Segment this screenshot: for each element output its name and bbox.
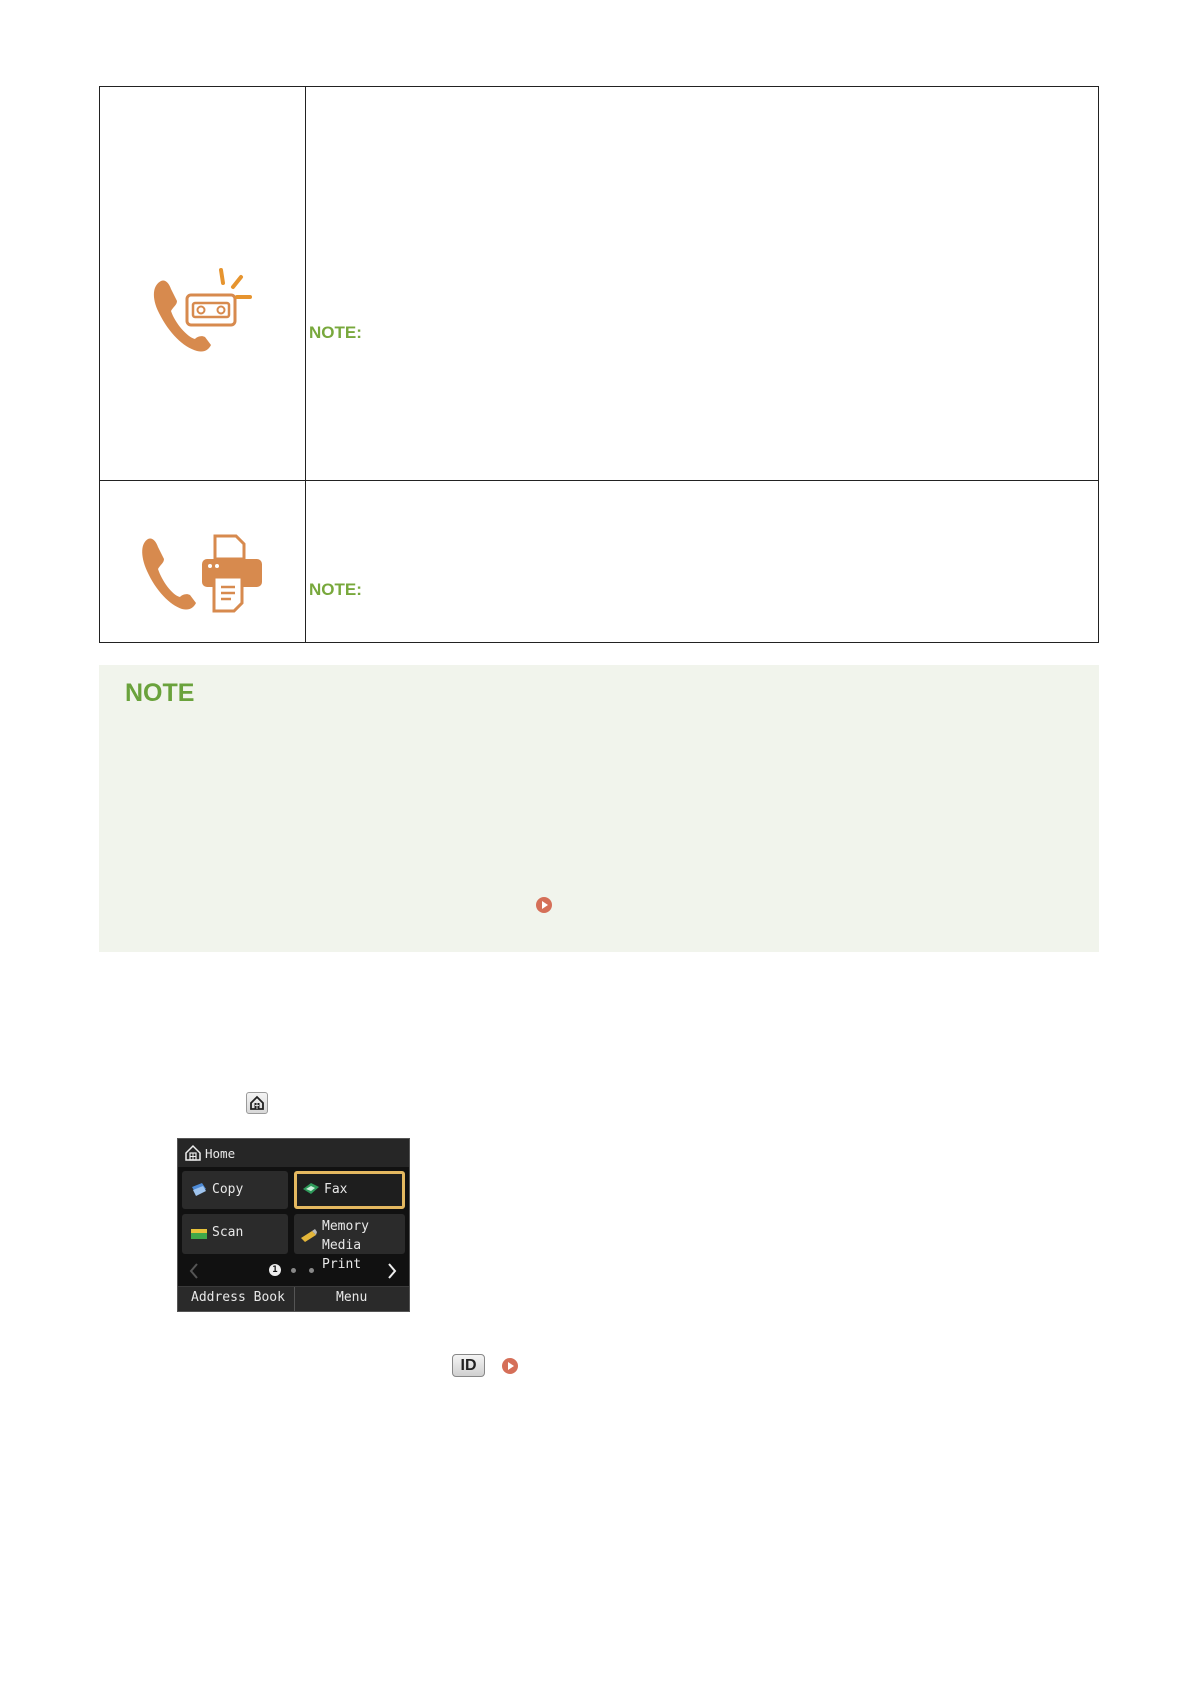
home-icon <box>184 1144 202 1162</box>
menu-button[interactable]: Menu <box>336 1290 368 1305</box>
phone-fax-icon <box>138 533 268 615</box>
phone-answering-machine-icon <box>147 267 257 357</box>
description-cell <box>306 87 1098 480</box>
screen-footer <box>178 1286 409 1311</box>
address-book-button[interactable]: Address Book <box>191 1290 285 1305</box>
fax-icon <box>302 1181 320 1197</box>
scan-icon <box>190 1226 208 1242</box>
chevron-left-icon[interactable] <box>188 1262 200 1280</box>
table-row <box>100 87 1098 481</box>
note-title: NOTE <box>125 679 195 707</box>
note-box <box>99 665 1099 952</box>
icon-cell <box>100 481 306 642</box>
description-cell <box>306 481 1098 642</box>
page-dot <box>309 1268 314 1273</box>
icon-cell <box>100 87 306 480</box>
memory-line-1: Memory <box>322 1219 369 1234</box>
note-label: NOTE: <box>309 323 362 342</box>
screen-header <box>178 1139 409 1167</box>
fax-label: Fax <box>324 1182 348 1197</box>
scan-label: Scan <box>212 1225 244 1240</box>
page-navigation <box>178 1257 409 1285</box>
chevron-right-icon[interactable] <box>386 1262 398 1280</box>
memory-line-2: Media Print <box>322 1238 362 1272</box>
receive-mode-table <box>99 86 1099 643</box>
usb-memory-icon <box>299 1227 317 1243</box>
home-key-icon[interactable] <box>246 1092 268 1114</box>
copy-icon <box>190 1181 208 1197</box>
link-arrow-icon[interactable] <box>502 1358 518 1374</box>
device-home-screen <box>177 1138 410 1312</box>
page-dot <box>291 1268 296 1273</box>
id-key-icon[interactable]: ID <box>452 1354 485 1377</box>
note-label: NOTE: <box>309 580 362 599</box>
page-indicator-current: 1 <box>269 1264 281 1276</box>
copy-label: Copy <box>212 1182 244 1197</box>
screen-title: Home <box>205 1146 236 1161</box>
memory-media-print-button[interactable] <box>294 1214 405 1272</box>
copy-button[interactable] <box>182 1171 288 1209</box>
link-arrow-icon[interactable] <box>536 897 552 913</box>
fax-button[interactable] <box>294 1171 405 1209</box>
footer-divider <box>294 1287 295 1311</box>
scan-button[interactable] <box>182 1214 288 1254</box>
table-row <box>100 481 1098 642</box>
